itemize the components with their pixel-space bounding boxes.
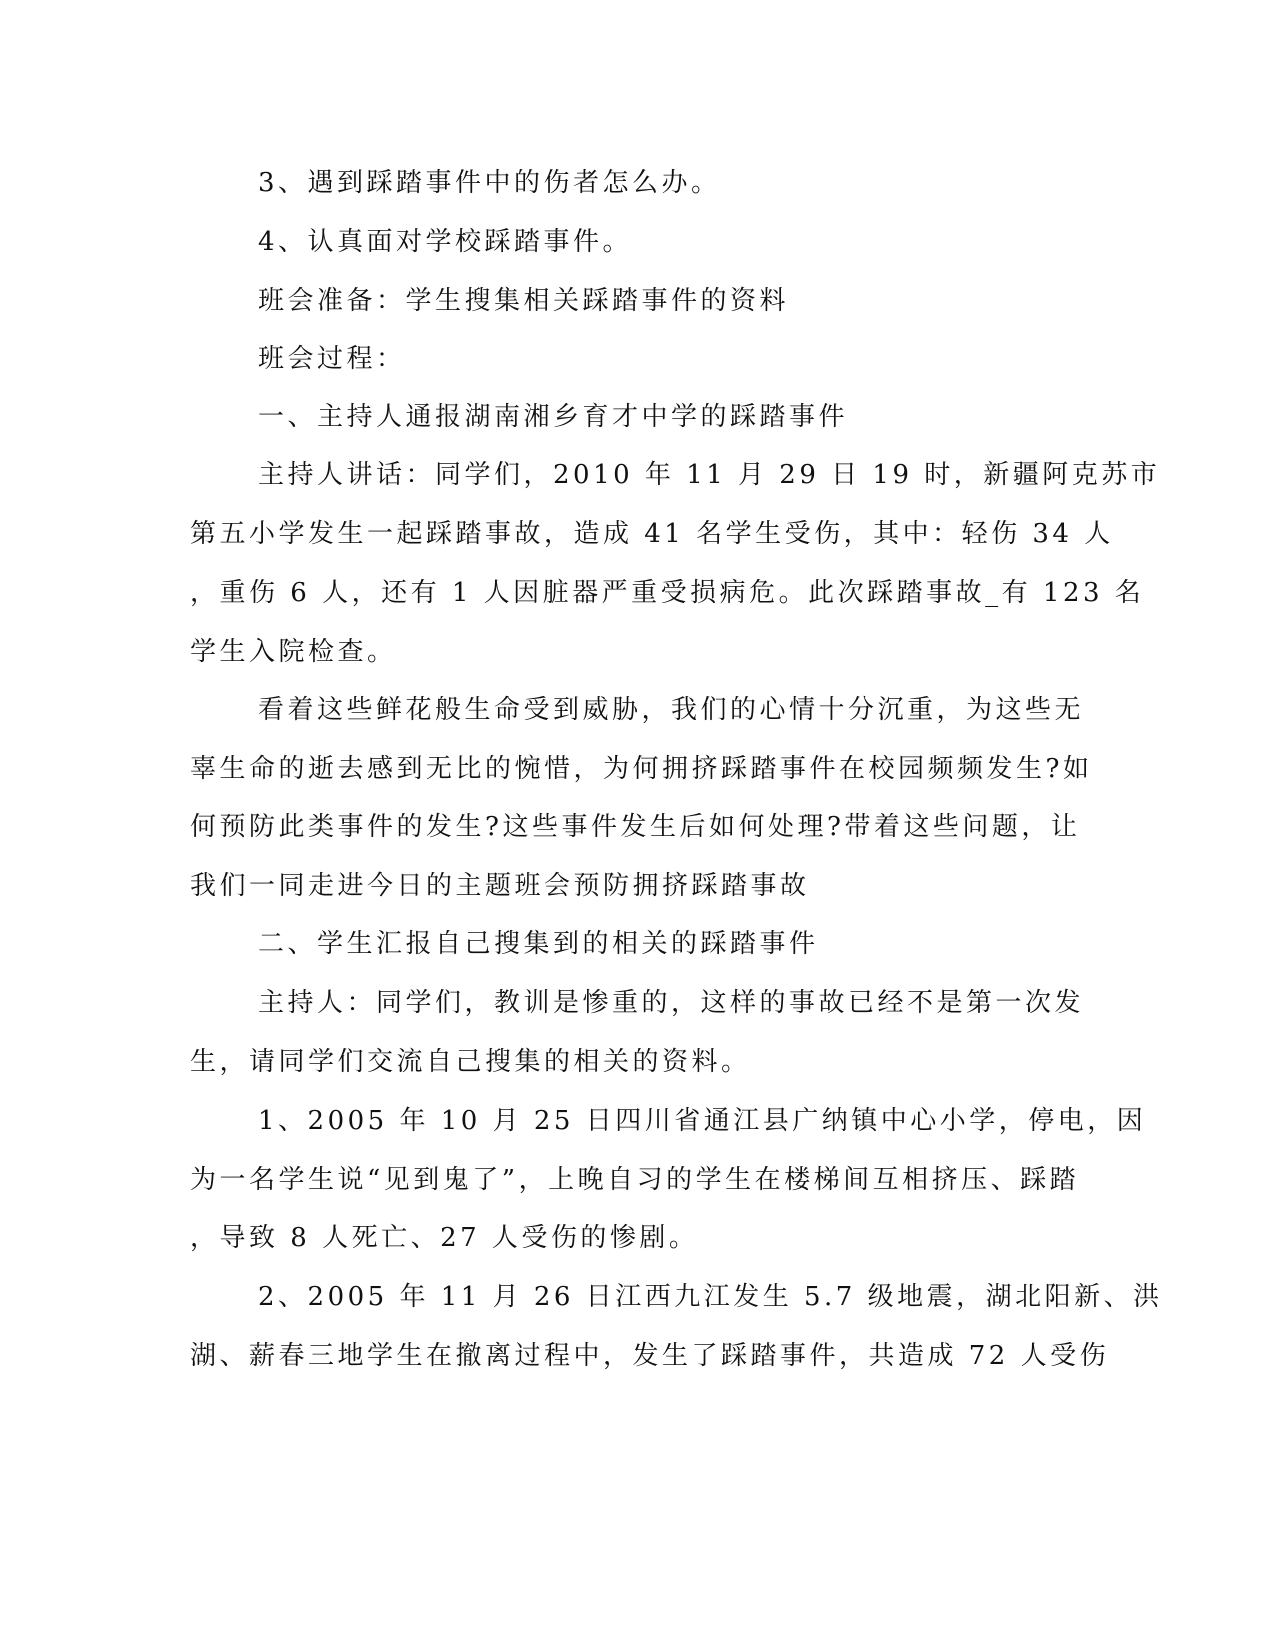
paragraph-line: 为一名学生说“见到鬼了”，上晚自习的学生在楼梯间互相挤压、踩踏: [190, 1165, 1080, 1195]
class-process-heading: 班会过程：: [258, 344, 406, 374]
list-item-3: 3、遇到踩踏事件中的伤者怎么办。: [258, 168, 721, 198]
paragraph-line: 主持人讲话：同学们，2010 年 11 月 29 日 19 时，新疆阿克苏市: [258, 460, 1161, 490]
class-preparation: 班会准备：学生搜集相关踩踏事件的资料: [258, 286, 790, 316]
paragraph-line: 生，请同学们交流自己搜集的相关的资料。: [190, 1047, 751, 1077]
paragraph-line: 我们一同走进今日的主题班会预防拥挤踩踏事故: [190, 871, 810, 901]
paragraph-line: 看着这些鲜花般生命受到威胁，我们的心情十分沉重，为这些无: [258, 695, 1085, 725]
paragraph-line: 第五小学发生一起踩踏事故，造成 41 名学生受伤，其中：轻伤 34 人: [190, 519, 1114, 549]
section-one-heading: 一、主持人通报湖南湘乡育才中学的踩踏事件: [258, 402, 849, 432]
section-two-heading: 二、学生汇报自己搜集到的相关的踩踏事件: [258, 929, 819, 959]
list-item-4: 4、认真面对学校踩踏事件。: [258, 227, 633, 257]
paragraph-line: 何预防此类事件的发生?这些事件发生后如何处理?带着这些问题，让: [190, 812, 1081, 842]
paragraph-line: 辜生命的逝去感到无比的惋惜，为何拥挤踩踏事件在校园频频发生?如: [190, 754, 1093, 784]
paragraph-line: 学生入院检查。: [190, 637, 397, 667]
paragraph-line: ，重伤 6 人，还有 1 人因脏器严重受损病危。此次踩踏事故_有 123 名: [190, 578, 1145, 608]
paragraph-line: 2、2005 年 11 月 26 日江西九江发生 5.7 级地震，湖北阳新、洪: [258, 1282, 1163, 1312]
paragraph-line: 主持人：同学们，教训是惨重的，这样的事故已经不是第一次发: [258, 988, 1085, 1018]
paragraph-line: 湖、薪春三地学生在撤离过程中，发生了踩踏事件，共造成 72 人受伤: [190, 1341, 1110, 1371]
paragraph-line: ，导致 8 人死亡、27 人受伤的惨剧。: [190, 1223, 699, 1253]
paragraph-line: 1、2005 年 10 月 25 日四川省通江县广纳镇中心小学，停电，因: [258, 1106, 1147, 1136]
